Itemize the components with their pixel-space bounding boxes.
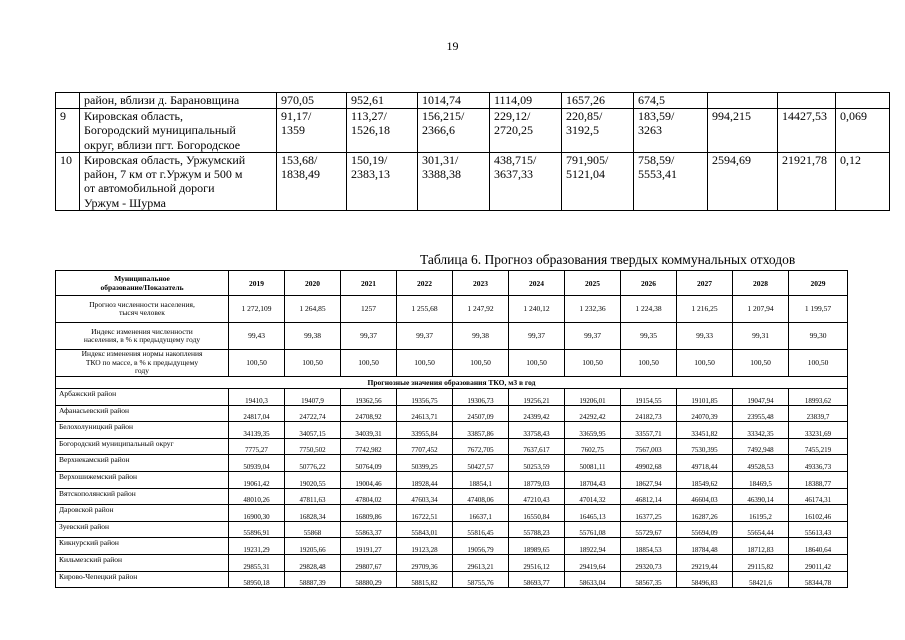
- district-name: Даровской район: [56, 505, 229, 522]
- district-value: 7637,617: [509, 438, 565, 455]
- value-line: 150,19/: [351, 152, 388, 167]
- table-row: [56, 93, 890, 109]
- indicator-value: 99,37: [565, 323, 621, 350]
- indicator-value: 99,33: [677, 323, 733, 350]
- district-value: 18469,5: [733, 471, 789, 488]
- indicator-value: 1 247,92: [453, 296, 509, 323]
- district-value: 16377,25: [621, 505, 677, 522]
- table-row: [56, 109, 890, 153]
- district-value: 24722,74: [285, 405, 341, 422]
- value-line: 1359: [281, 123, 305, 138]
- district-value: 18779,03: [509, 471, 565, 488]
- district-value: 7775,27: [229, 438, 285, 455]
- location-line: от автомобильной дороги: [84, 181, 215, 196]
- indicator-value: 99,35: [621, 323, 677, 350]
- district-value: 16195,2: [733, 505, 789, 522]
- district-row: [56, 571, 848, 588]
- district-row: [56, 538, 848, 555]
- district-value: 33659,95: [565, 422, 621, 439]
- district-name: Афанасьевский район: [56, 405, 229, 422]
- indicator-value: 99,37: [397, 323, 453, 350]
- district-value: 18704,43: [565, 471, 621, 488]
- district-value: 34039,31: [341, 422, 397, 439]
- district-value: 55816,45: [453, 521, 509, 538]
- indicator-value: 1 240,12: [509, 296, 565, 323]
- value-pair-cell: [277, 109, 347, 153]
- district-row: [56, 488, 848, 505]
- year-header: 2026: [621, 271, 677, 296]
- value-line: 1526,18: [351, 123, 390, 138]
- district-value: 58693,77: [509, 571, 565, 588]
- header-label-cell: [56, 271, 229, 296]
- value-line: 153,68/: [281, 152, 318, 167]
- value-line: 183,59/: [638, 109, 675, 123]
- district-value: 7750,502: [285, 438, 341, 455]
- district-value: 47014,32: [565, 488, 621, 505]
- district-value: 19205,66: [285, 538, 341, 555]
- district-value: 24817,04: [229, 405, 285, 422]
- district-value: 7567,003: [621, 438, 677, 455]
- indicator-value: 100,50: [565, 350, 621, 377]
- indicator-value: 100,50: [621, 350, 677, 377]
- value-line: 2720,25: [494, 123, 533, 138]
- indicator-value: 99,38: [285, 323, 341, 350]
- table-row: [56, 152, 890, 210]
- location-line: район, 7 км от г.Уржум и 500 м: [84, 167, 243, 182]
- district-value: 33451,82: [677, 422, 733, 439]
- indicator-value: 1 199,57: [789, 296, 848, 323]
- district-value: 16287,26: [677, 505, 733, 522]
- value-pair-cell: [277, 152, 347, 210]
- location-cell: [80, 109, 277, 153]
- district-value: 29320,73: [621, 554, 677, 571]
- district-value: 58633,04: [565, 571, 621, 588]
- page-number: 19: [446, 39, 459, 53]
- district-value: 16900,30: [229, 505, 285, 522]
- district-name: Верхнекамский район: [56, 455, 229, 472]
- indicator-label-line: году: [135, 366, 149, 376]
- district-value: 19362,56: [341, 389, 397, 406]
- district-value: 50764,09: [341, 455, 397, 472]
- district-value: 48010,26: [229, 488, 285, 505]
- district-value: 18712,83: [733, 538, 789, 555]
- district-name: Верхошижемский район: [56, 471, 229, 488]
- value-pair-cell: [418, 152, 490, 210]
- location-line: Богородский муниципальный: [84, 123, 236, 138]
- district-name: Богородский муниципальный округ: [56, 438, 229, 455]
- indicator-row: [56, 296, 848, 323]
- section-title: Прогнозные значения образования ТКО, м3 в год: [56, 377, 848, 389]
- value-line: 220,85/: [566, 109, 603, 123]
- indicator-value: 99,37: [509, 323, 565, 350]
- district-value: 29613,21: [453, 554, 509, 571]
- district-value: 29419,64: [565, 554, 621, 571]
- value-line: 113,27/: [351, 109, 387, 123]
- district-name: Вятскополянский район: [56, 488, 229, 505]
- indicator-value: 100,50: [453, 350, 509, 377]
- district-value: 49528,53: [733, 455, 789, 472]
- district-value: 47811,63: [285, 488, 341, 505]
- header-label-line-1: Муниципальное: [114, 274, 170, 283]
- value-line: 5121,04: [566, 167, 605, 182]
- district-value: 33231,69: [789, 422, 848, 439]
- district-value: 29219,44: [677, 554, 733, 571]
- district-value: 29828,48: [285, 554, 341, 571]
- indicator-value: 1 216,25: [677, 296, 733, 323]
- indicator-value: 100,50: [789, 350, 848, 377]
- district-value: 24070,39: [677, 405, 733, 422]
- district-value: 16828,34: [285, 505, 341, 522]
- indicator-value: 100,50: [397, 350, 453, 377]
- district-value: 19061,42: [229, 471, 285, 488]
- district-value: 33955,84: [397, 422, 453, 439]
- district-value: 55863,37: [341, 521, 397, 538]
- district-value: 19306,73: [453, 389, 509, 406]
- district-value: 7455,219: [789, 438, 848, 455]
- year-header: 2021: [341, 271, 397, 296]
- indicator-row: [56, 323, 848, 350]
- district-value: 16809,86: [341, 505, 397, 522]
- value-line: 229,12/: [494, 109, 531, 123]
- district-value: 19231,29: [229, 538, 285, 555]
- indicator-value: 1257: [341, 296, 397, 323]
- district-value: 18854,53: [621, 538, 677, 555]
- district-name: Кикнурский район: [56, 538, 229, 555]
- value-line: 758,59/: [638, 152, 675, 167]
- value-pair-cell: [490, 152, 562, 210]
- district-value: 49718,44: [677, 455, 733, 472]
- indicator-value: 100,50: [733, 350, 789, 377]
- value-cell: 1114,09: [490, 93, 562, 109]
- location-line: округ, вблизи пгт. Богородское: [84, 137, 241, 152]
- district-value: 50399,25: [397, 455, 453, 472]
- district-name: Кильмезский район: [56, 554, 229, 571]
- district-name: Арбажский район: [56, 389, 229, 406]
- indicator-label-line: Индекс изменения нормы накопления: [81, 349, 203, 359]
- district-value: 7707,452: [397, 438, 453, 455]
- district-name: Белохолуницкий район: [56, 422, 229, 439]
- district-value: 7530,395: [677, 438, 733, 455]
- indicator-value: 100,50: [341, 350, 397, 377]
- top-table: [55, 92, 890, 211]
- district-value: 33342,35: [733, 422, 789, 439]
- district-value: 7602,75: [565, 438, 621, 455]
- indicator-value: 99,43: [229, 323, 285, 350]
- indicator-value: 100,50: [509, 350, 565, 377]
- district-value: 58344,78: [789, 571, 848, 588]
- indicator-value: 1 264,85: [285, 296, 341, 323]
- district-row: [56, 505, 848, 522]
- district-value: 55761,08: [565, 521, 621, 538]
- year-header: 2027: [677, 271, 733, 296]
- value-line: 3263: [638, 123, 662, 138]
- indicator-value: 100,50: [677, 350, 733, 377]
- table-6-header-row: [56, 271, 848, 296]
- year-header: 2025: [565, 271, 621, 296]
- district-value: 19206,01: [565, 389, 621, 406]
- district-row: [56, 455, 848, 472]
- value-line: 3388,38: [422, 167, 461, 182]
- district-value: 58815,82: [397, 571, 453, 588]
- district-value: 58950,18: [229, 571, 285, 588]
- district-value: 55896,91: [229, 521, 285, 538]
- district-value: 50939,04: [229, 455, 285, 472]
- district-value: 49336,73: [789, 455, 848, 472]
- value-cell: [778, 93, 836, 109]
- district-value: 34057,15: [285, 422, 341, 439]
- row-number-cell: 9: [56, 109, 80, 153]
- district-value: 58887,39: [285, 571, 341, 588]
- value-cell: 0,12: [836, 152, 890, 210]
- location-line: Кировская область,: [84, 109, 184, 123]
- year-header: 2019: [229, 271, 285, 296]
- value-line: 5553,41: [638, 167, 677, 182]
- district-row: [56, 405, 848, 422]
- district-value: 18993,62: [789, 389, 848, 406]
- district-row: [56, 471, 848, 488]
- district-value: 19410,3: [229, 389, 285, 406]
- indicator-label-line: ТКО по массе, в % к предыдущему: [85, 357, 199, 367]
- location-cell: [80, 152, 277, 210]
- district-value: 29516,12: [509, 554, 565, 571]
- value-line: 91,17/: [281, 109, 312, 123]
- district-value: 16550,84: [509, 505, 565, 522]
- indicator-label: [56, 323, 229, 350]
- district-value: 19004,46: [341, 471, 397, 488]
- district-value: 47603,34: [397, 488, 453, 505]
- district-row: [56, 438, 848, 455]
- district-value: 29855,31: [229, 554, 285, 571]
- district-value: 58496,83: [677, 571, 733, 588]
- district-value: 19047,94: [733, 389, 789, 406]
- district-value: 18640,64: [789, 538, 848, 555]
- indicator-value: 99,38: [453, 323, 509, 350]
- year-header: 2023: [453, 271, 509, 296]
- indicator-value: 99,31: [733, 323, 789, 350]
- district-value: 18784,48: [677, 538, 733, 555]
- year-header: 2020: [285, 271, 341, 296]
- district-value: 18989,65: [509, 538, 565, 555]
- district-value: 47804,02: [341, 488, 397, 505]
- indicator-label-line: Индекс изменения численности: [91, 326, 193, 336]
- district-value: 55843,01: [397, 521, 453, 538]
- indicator-label: [56, 350, 229, 377]
- indicator-value: 1 272,109: [229, 296, 285, 323]
- indicator-value: 100,50: [229, 350, 285, 377]
- district-value: 24182,73: [621, 405, 677, 422]
- district-value: 7492,948: [733, 438, 789, 455]
- district-value: 19356,75: [397, 389, 453, 406]
- value-line: 156,215/: [422, 109, 465, 123]
- district-value: 24708,92: [341, 405, 397, 422]
- district-value: 18627,94: [621, 471, 677, 488]
- district-value: 16102,46: [789, 505, 848, 522]
- district-value: 29709,36: [397, 554, 453, 571]
- district-value: 19020,55: [285, 471, 341, 488]
- value-cell: 1014,74: [418, 93, 490, 109]
- district-value: 18928,44: [397, 471, 453, 488]
- row-number-cell: [56, 93, 80, 109]
- district-value: 33758,43: [509, 422, 565, 439]
- district-value: 23955,48: [733, 405, 789, 422]
- value-cell: 1657,26: [562, 93, 634, 109]
- district-value: 58567,35: [621, 571, 677, 588]
- district-row: [56, 389, 848, 406]
- district-value: 33857,86: [453, 422, 509, 439]
- district-value: 46604,03: [677, 488, 733, 505]
- district-value: 19407,9: [285, 389, 341, 406]
- value-line: 791,905/: [566, 152, 609, 167]
- value-cell: 2594,69: [708, 152, 778, 210]
- district-value: 34139,35: [229, 422, 285, 439]
- district-value: 24292,42: [565, 405, 621, 422]
- value-pair-cell: [418, 109, 490, 153]
- district-value: 16637,1: [453, 505, 509, 522]
- district-value: 50081,11: [565, 455, 621, 472]
- indicator-value: 99,30: [789, 323, 848, 350]
- district-value: 55694,09: [677, 521, 733, 538]
- district-value: 55729,67: [621, 521, 677, 538]
- district-value: 58755,76: [453, 571, 509, 588]
- district-value: 7672,705: [453, 438, 509, 455]
- indicator-row: [56, 350, 848, 377]
- indicator-value: 1 207,94: [733, 296, 789, 323]
- district-value: 7742,982: [341, 438, 397, 455]
- district-value: 50776,22: [285, 455, 341, 472]
- district-value: 24399,42: [509, 405, 565, 422]
- indicator-label: [56, 296, 229, 323]
- district-value: 49902,68: [621, 455, 677, 472]
- district-value: 47210,43: [509, 488, 565, 505]
- value-cell: 0,069: [836, 109, 890, 153]
- district-value: 18922,94: [565, 538, 621, 555]
- indicator-label-line: Прогноз численности населения,: [89, 299, 195, 309]
- value-line: 2366,6: [422, 123, 455, 138]
- district-value: 47408,06: [453, 488, 509, 505]
- district-value: 19056,79: [453, 538, 509, 555]
- district-value: 55868: [285, 521, 341, 538]
- value-line: 438,715/: [494, 152, 537, 167]
- indicator-value: 99,37: [341, 323, 397, 350]
- value-pair-cell: [562, 109, 634, 153]
- district-value: 55788,23: [509, 521, 565, 538]
- row-number-cell: 10: [56, 152, 80, 210]
- value-line: 1838,49: [281, 167, 320, 182]
- value-line: 2383,13: [351, 167, 390, 182]
- district-value: 50253,59: [509, 455, 565, 472]
- value-cell: 674,5: [634, 93, 708, 109]
- indicator-label-line: тысяч человек: [119, 308, 165, 317]
- district-value: 46390,14: [733, 488, 789, 505]
- district-value: 50427,57: [453, 455, 509, 472]
- table-6-title: Таблица 6. Прогноз образования твердых коммунальных отходов: [420, 252, 796, 267]
- year-header: 2024: [509, 271, 565, 296]
- value-cell: [836, 93, 890, 109]
- district-value: 23839,7: [789, 405, 848, 422]
- district-row: [56, 554, 848, 571]
- district-value: 46174,31: [789, 488, 848, 505]
- value-pair-cell: [634, 109, 708, 153]
- district-value: 18388,77: [789, 471, 848, 488]
- location-line: Уржум - Шурма: [84, 195, 166, 210]
- district-value: 55613,43: [789, 521, 848, 538]
- value-cell: 952,61: [347, 93, 418, 109]
- value-cell: 994,215: [708, 109, 778, 153]
- section-row: [56, 377, 848, 389]
- district-value: 19123,28: [397, 538, 453, 555]
- value-pair-cell: [634, 152, 708, 210]
- district-value: 16465,13: [565, 505, 621, 522]
- district-value: 19101,85: [677, 389, 733, 406]
- year-header: 2022: [397, 271, 453, 296]
- district-value: 46812,14: [621, 488, 677, 505]
- value-pair-cell: [490, 109, 562, 153]
- value-cell: [708, 93, 778, 109]
- district-value: 19256,21: [509, 389, 565, 406]
- district-value: 19154,55: [621, 389, 677, 406]
- year-header: 2029: [789, 271, 848, 296]
- district-value: 18549,62: [677, 471, 733, 488]
- value-cell: 14427,53: [778, 109, 836, 153]
- district-name: Зуевский район: [56, 521, 229, 538]
- indicator-value: 1 255,68: [397, 296, 453, 323]
- district-value: 29807,67: [341, 554, 397, 571]
- district-name: Кирово-Чепецкий район: [56, 571, 229, 588]
- district-value: 29115,82: [733, 554, 789, 571]
- district-value: 58421,6: [733, 571, 789, 588]
- indicator-value: 1 224,38: [621, 296, 677, 323]
- district-row: [56, 422, 848, 439]
- indicator-value: 100,50: [285, 350, 341, 377]
- district-value: 55654,44: [733, 521, 789, 538]
- value-cell: 970,05: [277, 93, 347, 109]
- table-6: [55, 270, 848, 588]
- value-pair-cell: [347, 152, 418, 210]
- district-value: 58880,29: [341, 571, 397, 588]
- value-line: 3637,33: [494, 167, 533, 182]
- district-row: [56, 521, 848, 538]
- value-line: 301,31/: [422, 152, 459, 167]
- location-line: Кировская область, Уржумский: [84, 152, 246, 167]
- value-cell: 21921,78: [778, 152, 836, 210]
- year-header: 2028: [733, 271, 789, 296]
- value-pair-cell: [347, 109, 418, 153]
- district-value: 24507,09: [453, 405, 509, 422]
- indicator-label-line: населения, в % к предыдущему году: [83, 335, 201, 344]
- location-cell: район, вблизи д. Барановщина: [80, 93, 277, 109]
- value-pair-cell: [562, 152, 634, 210]
- indicator-value: 1 232,36: [565, 296, 621, 323]
- district-value: 16722,51: [397, 505, 453, 522]
- district-value: 29011,42: [789, 554, 848, 571]
- value-line: 3192,5: [566, 123, 599, 138]
- district-value: 19191,27: [341, 538, 397, 555]
- district-value: 18854,1: [453, 471, 509, 488]
- district-value: 33557,71: [621, 422, 677, 439]
- district-value: 24613,71: [397, 405, 453, 422]
- header-label-line-2: образование/Показатель: [100, 283, 184, 292]
